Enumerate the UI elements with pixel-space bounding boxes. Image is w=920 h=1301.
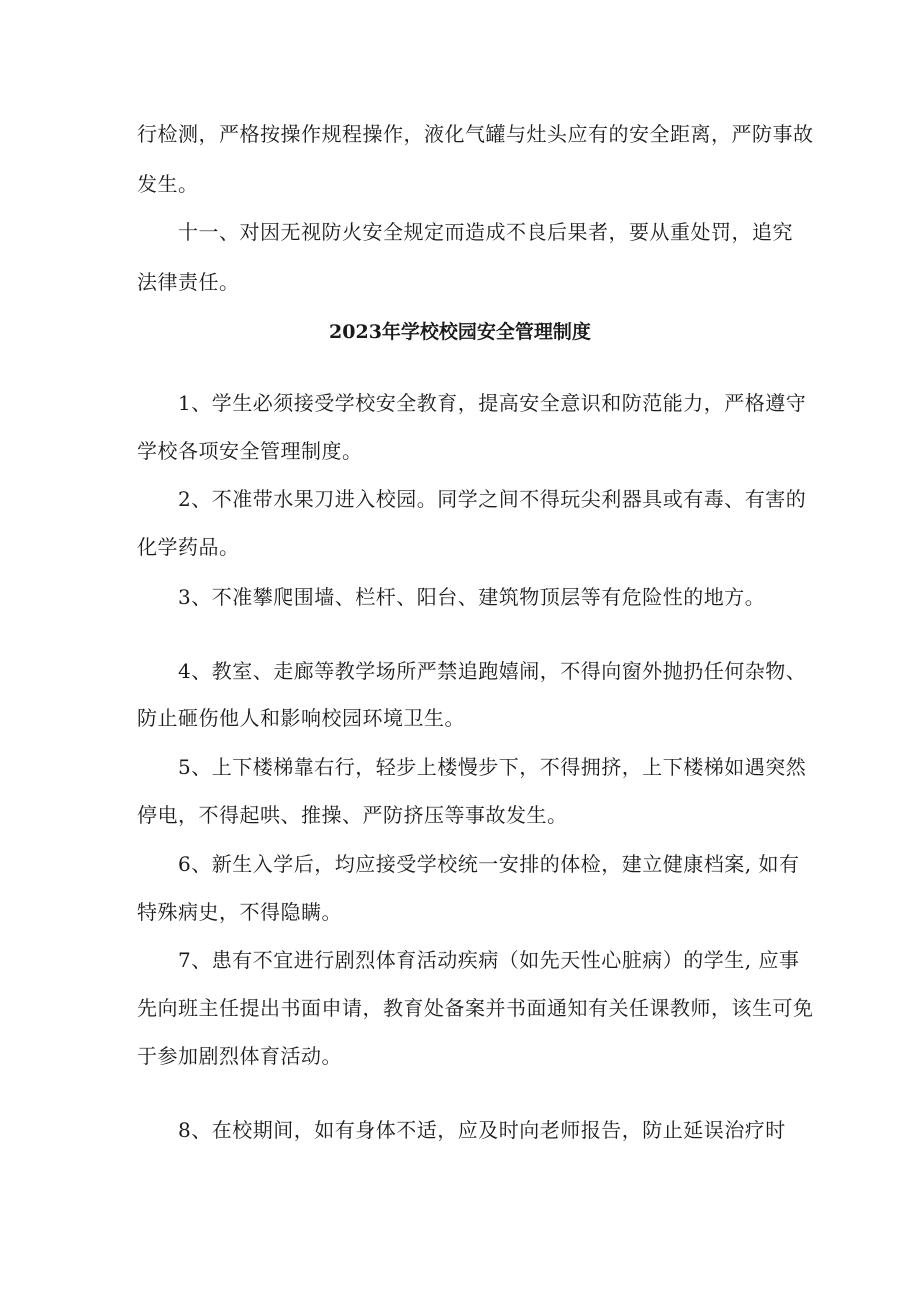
rule-5-line-2: 停电，不得起哄、推操、严防挤压等事故发生。	[137, 803, 568, 827]
item-11-line-1: 十一、对因无视防火安全规定而造成不良后果者，要从重处罚，追究	[178, 220, 793, 244]
rule-1-line-1: 1、学生必须接受学校安全教育，提高安全意识和防范能力，严格遵守	[178, 391, 807, 415]
rule-3-line-1: 3、不准攀爬围墙、栏杆、阳台、建筑物顶层等有危险性的地方。	[178, 585, 766, 609]
rule-6-line-1: 6、新生入学后，均应接受学校统一安排的体检，建立健康档案, 如有	[178, 852, 800, 876]
rule-1-line-2: 学校各项安全管理制度。	[137, 439, 363, 463]
rule-8-line-1: 8、在校期间，如有身体不适，应及时向老师报告，防止延误治疗时	[178, 1118, 786, 1142]
rule-2-line-1: 2、不准带水果刀进入校园。同学之间不得玩尖利器具或有毒、有害的	[178, 487, 807, 511]
document-title: 2023年学校校园安全管理制度	[329, 321, 591, 343]
rule-7-line-2: 先向班主任提出书面申请，教育处备案并书面通知有关任课教师，该生可免	[137, 996, 814, 1020]
rule-2-line-2: 化学药品。	[137, 535, 240, 559]
rule-7-line-3: 于参加剧烈体育活动。	[137, 1044, 342, 1068]
item-11-line-2: 法律责任。	[137, 270, 240, 294]
rule-5-line-1: 5、上下楼梯靠右行，轻步上楼慢步下，不得拥挤，上下楼梯如遇突然	[178, 755, 807, 779]
rule-7-line-1: 7、患有不宜进行剧烈体育活动疾病（如先天性心脏病）的学生, 应事	[178, 948, 800, 972]
rule-4-line-1: 4、教室、走廊等教学场所严禁追跑嬉闹，不得向窗外抛扔任何杂物、	[178, 659, 807, 683]
prev-section-line-2: 发生。	[137, 172, 199, 196]
rule-4-line-2: 防止砸伤他人和影响校园环境卫生。	[137, 706, 465, 730]
rule-6-line-2: 特殊病史，不得隐瞒。	[137, 900, 342, 924]
prev-section-line-1: 行检测，严格按操作规程操作，液化气罐与灶头应有的安全距离，严防事故	[137, 122, 814, 146]
